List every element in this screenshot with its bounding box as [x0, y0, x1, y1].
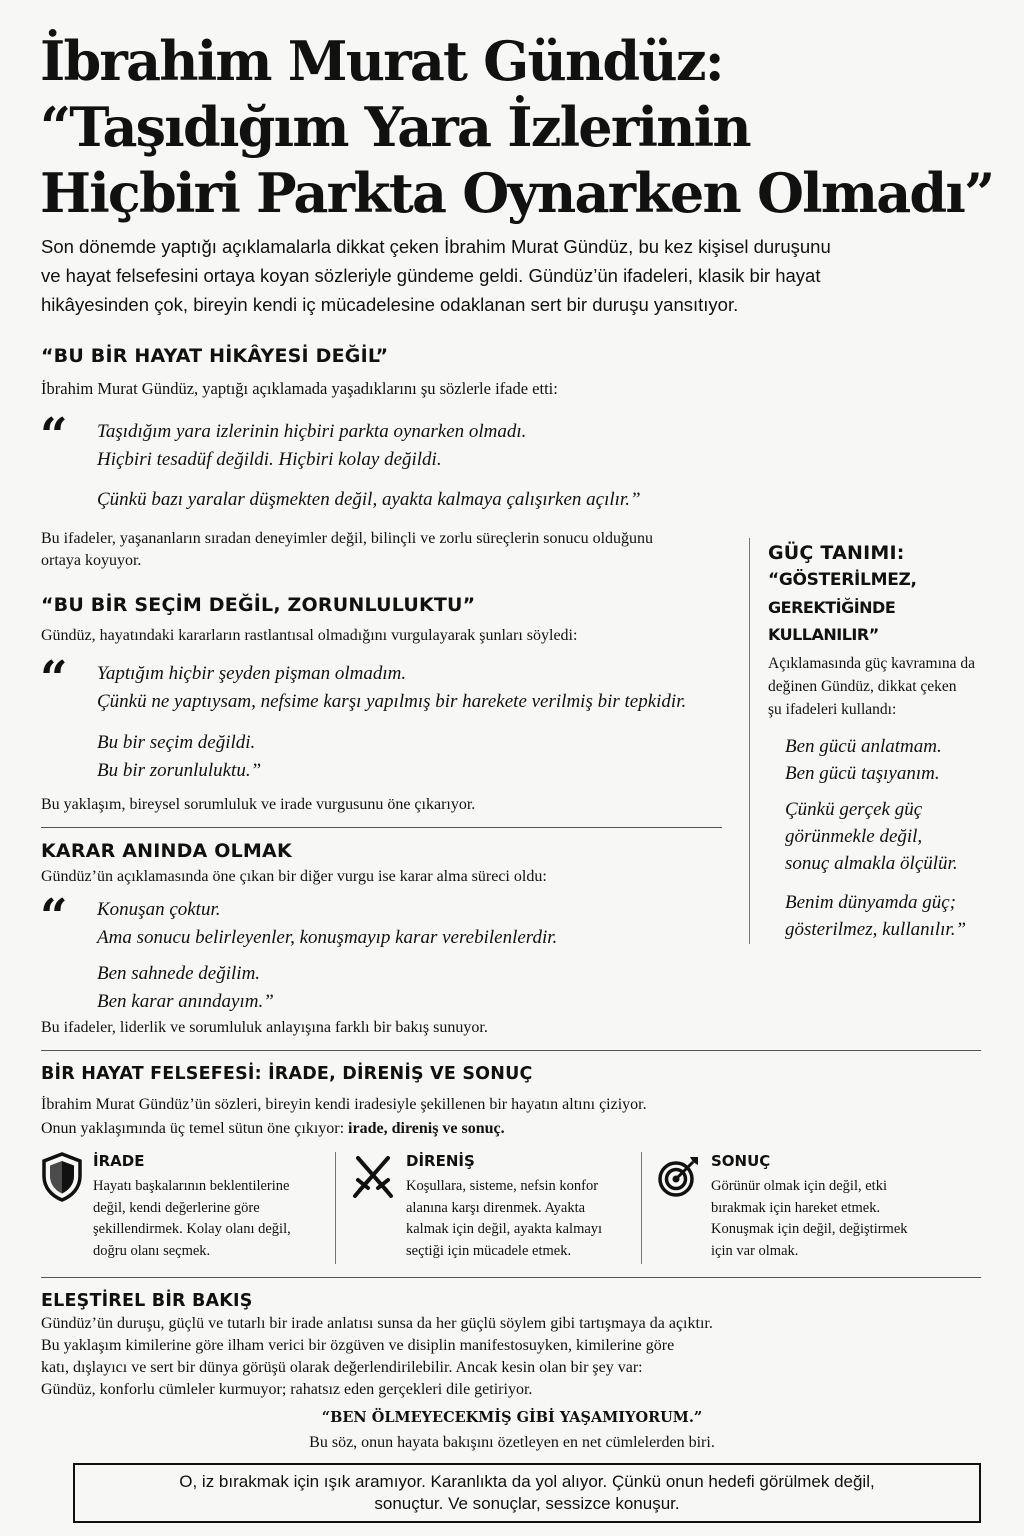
body-emphasis: irade, direniş ve sonuç. — [348, 1120, 505, 1137]
body-line: Gündüz, konforlu cümleler kurmuyor; rahatsız eden gerçekleri dile getiriyor. — [41, 1381, 533, 1398]
body-line: İbrahim Murat Gündüz’ün sözleri, bireyin kendi iradesiyle şekillenen bir hayatın altını çiziyor. — [41, 1096, 647, 1113]
pillar-line: şekillendirmek. Kolay olanı değil, — [93, 1221, 291, 1237]
quote-line: Çünkü bazı yaralar düşmekten değil, ayakta kalmaya çalışırken açılır.” — [97, 489, 641, 510]
pillar-line: Koşullara, sisteme, nefsin konfor — [406, 1178, 599, 1194]
quote-line: gösterilmez, kullanılır.” — [785, 919, 967, 940]
section-title: BİR HAYAT FELSEFESİ: İRADE, DİRENİŞ VE SONUÇ — [41, 1064, 533, 1084]
body-text: Onun yaklaşımında üç temel sütun öne çıkıyor: — [41, 1120, 349, 1137]
pillar-text — [711, 1176, 971, 1262]
headline — [40, 28, 1000, 226]
pillar-line: değil, kendi değerlerine göre — [93, 1199, 260, 1216]
sidebar-title: GEREKTİĞİNDE KULLANILIR” — [768, 598, 896, 644]
pillar-line: alanına karşı direnmek. Ayakta — [406, 1199, 586, 1216]
sidebar-rule — [749, 538, 750, 944]
pull-quote-caption: Bu söz, onun hayata bakışını özetleyen en net cümlelerden biri. — [309, 1434, 715, 1451]
quote-line: sonuç almakla ölçülür. — [785, 853, 958, 874]
section-intro: Gündüz, hayatındaki kararların rastlantısal olmadığını vurgulayarak şunları söyledi: — [41, 627, 578, 644]
quote-line: Ben gücü taşıyanım. — [785, 763, 940, 784]
section-after: Bu yaklaşım, bireysel sorumluluk ve irade vurgusunu öne çıkarıyor. — [41, 796, 476, 813]
body-line: Gündüz’ün duruşu, güçlü ve tutarlı bir irade anlatısı sunsa da her güçlü söylem gibi tartışmaya da açıktır. — [41, 1315, 713, 1332]
divider — [41, 827, 722, 828]
divider — [41, 1277, 981, 1278]
philosophy-intro — [41, 1093, 647, 1141]
sidebar-intro — [768, 652, 1008, 721]
shield-icon — [41, 1152, 83, 1202]
crossed-swords-icon — [352, 1154, 394, 1200]
pillar-text — [93, 1176, 333, 1262]
pillar-line: için var olmak. — [711, 1242, 799, 1259]
quote-block — [97, 660, 686, 785]
pillar-line: doğru olanı seçmek. — [93, 1242, 211, 1259]
body-line: değinen Gündüz, dikkat çeken — [768, 678, 957, 695]
closing-line: O, iz bırakmak için ışık aramıyor. Karanlıkta da yol alıyor. Çünkü onun hedefi görülmek değil, — [179, 1472, 875, 1491]
lede-line: hikâyesinden çok, bireyin kendi iç mücadelesine odaklanan sert bir duruşu yansıtıyor. — [41, 294, 739, 315]
lede-line: Son dönemde yaptığı açıklamalarla dikkat çeken İbrahim Murat Gündüz, bu kez kişisel duruşunu — [41, 236, 831, 257]
critique-paragraph — [41, 1313, 713, 1401]
pillar-line: seçtiği için mücadele etmek. — [406, 1242, 572, 1259]
quote-line: görünmekle değil, — [785, 826, 923, 847]
body-line: Bu yaklaşım kimilerine göre ilham verici bir özgüven ve disiplin manifestosuyken, kimilerine göre — [41, 1337, 675, 1354]
closing-line: sonuçtur. Ve sonuçlar, sessizce konuşur. — [374, 1494, 680, 1513]
quote-line: Ben gücü anlatmam. — [785, 736, 942, 757]
pillar-line: Konuşmak için değil, değiştirmek — [711, 1221, 908, 1237]
quote-block — [97, 418, 641, 514]
pillar-title: İRADE — [93, 1152, 145, 1170]
section-title: “BU BİR HAYAT HİKÂYESİ DEĞİL” — [41, 345, 389, 367]
divider — [41, 1050, 981, 1051]
quote-mark-icon: “ — [40, 889, 68, 945]
body-line: Bu ifadeler, yaşananların sıradan deneyimler değil, bilinçli ve zorlu süreçlerin sonucu olduğunu — [41, 530, 654, 547]
quote-line: Hiçbiri tesadüf değildi. Hiçbiri kolay değildi. — [97, 449, 442, 470]
quote-line: Bu bir zorunluluktu.” — [97, 760, 262, 781]
pillar-line: Görünür olmak için değil, etki — [711, 1178, 887, 1194]
section-intro: İbrahim Murat Gündüz, yaptığı açıklamada yaşadıklarını şu sözlerle ifade etti: — [41, 379, 558, 398]
pillar-divider — [641, 1152, 642, 1264]
closing-box — [73, 1463, 981, 1523]
lede-line: ve hayat felsefesini ortaya koyan sözleriyle gündeme geldi. Gündüz’ün ifadeleri, klasik bir hayat — [41, 265, 821, 286]
headline-line: “Taşıdığım Yara İzlerinin — [40, 95, 750, 159]
section-intro: Gündüz’ün açıklamasında öne çıkan bir diğer vurgu ise karar alma süreci oldu: — [41, 868, 547, 885]
quote-line: Konuşan çoktur. — [97, 899, 221, 920]
section-after — [41, 528, 741, 572]
sidebar-title: GÜÇ TANIMI: — [768, 542, 905, 564]
quote-line: Bu bir seçim değildi. — [97, 732, 256, 753]
section-after: Bu ifadeler, liderlik ve sorumluluk anlayışına farklı bir bakış sunuyor. — [41, 1019, 488, 1036]
quote-mark-icon: “ — [40, 651, 68, 707]
quote-line: Benim dünyamda güç; — [785, 892, 956, 913]
body-line: katı, dışlayıcı ve sert bir dünya görüşü olarak değerlendirilebilir. Ancak kesin olan bir şey var: — [41, 1359, 643, 1376]
body-line: ortaya koyuyor. — [41, 552, 142, 569]
body-line: şu ifadeleri kullandı: — [768, 701, 897, 718]
body-line: Açıklamasında güç kavramına da — [768, 655, 976, 672]
pillar-line: kalmak için değil, ayakta kalmayı — [406, 1221, 603, 1237]
quote-line: Taşıdığım yara izlerinin hiçbiri parkta oynarken olmadı. — [97, 421, 527, 442]
lede-paragraph — [41, 232, 1001, 319]
sidebar-title: “GÖSTERİLMEZ, — [768, 570, 917, 590]
quote-line: Ben karar anındayım.” — [97, 991, 274, 1012]
pillar-title: DİRENİŞ — [406, 1152, 475, 1170]
pillar-divider — [335, 1152, 336, 1264]
headline-line: Hiçbiri Parkta Oynarken Olmadı” — [40, 161, 994, 225]
headline-line: İbrahim Murat Gündüz: — [40, 29, 723, 93]
section-title: “BU BİR SEÇİM DEĞİL, ZORUNLULUKTU” — [41, 594, 476, 616]
sidebar-quote — [785, 733, 1008, 943]
pull-quote: “BEN ÖLMEYECEKMİŞ GİBİ YAŞAMIYORUM.” — [321, 1409, 703, 1426]
quote-line: Yaptığım hiçbir şeyden pişman olmadım. — [97, 663, 407, 684]
sidebar — [768, 540, 1008, 943]
quote-line: Çünkü ne yaptıysam, nefsime karşı yapılmış bir harekete verilmiş bir tepkidir. — [97, 691, 687, 712]
quote-mark-icon: “ — [40, 408, 68, 464]
section-title: ELEŞTİREL BİR BAKIŞ — [41, 1291, 253, 1311]
quote-block — [97, 896, 557, 1016]
target-icon — [657, 1154, 701, 1200]
body-line — [41, 1117, 647, 1141]
quote-line: Çünkü gerçek güç — [785, 799, 923, 820]
quote-line: Ben sahnede değilim. — [97, 963, 261, 984]
pillar-line: Hayatı başkalarının beklentilerine — [93, 1178, 290, 1194]
pillar-title: SONUÇ — [711, 1152, 771, 1170]
section-title: KARAR ANINDA OLMAK — [41, 840, 292, 862]
pillar-text — [406, 1176, 646, 1262]
pillar-line: bırakmak için hareket etmek. — [711, 1199, 881, 1216]
quote-line: Ama sonucu belirleyenler, konuşmayıp karar verebilenlerdir. — [97, 927, 558, 948]
